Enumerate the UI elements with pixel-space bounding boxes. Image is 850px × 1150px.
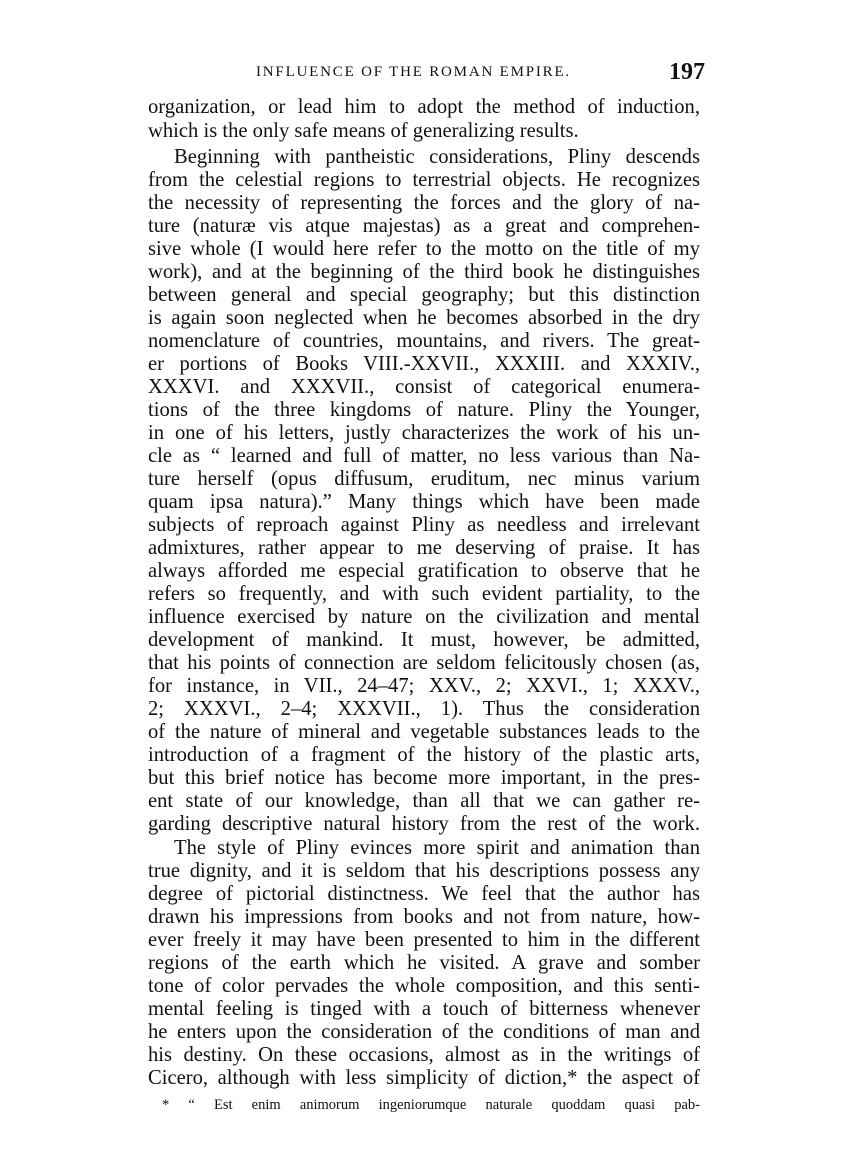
text-line: tions of the three kingdoms of nature. Pliny the Younger, (148, 399, 700, 421)
text-line: true dignity, and it is seldom that his descriptions possess any (148, 860, 700, 882)
text-line: for instance, in VII., 24–47; XXV., 2; XXVI., 1; XXXV., (148, 675, 700, 697)
text-line: in one of his letters, justly characterizes the work of his un- (148, 422, 700, 444)
text-line: always afforded me especial gratification to observe that he (148, 560, 700, 582)
text-line: drawn his impressions from books and not from nature, how- (148, 906, 700, 928)
text-line: degree of pictorial distinctness. We feel that the author has (148, 883, 700, 905)
text-line: The style of Pliny evinces more spirit and animation than (174, 837, 700, 859)
text-line: the necessity of representing the forces and the glory of na- (148, 192, 700, 214)
text-line: that his points of connection are seldom felicitously chosen (as, (148, 652, 700, 674)
text-line: refers so frequently, and with such evident partiality, to the (148, 583, 700, 605)
text-line: nomenclature of countries, mountains, and rivers. The great- (148, 330, 700, 352)
text-line: garding descriptive natural history from the rest of the work. (148, 813, 700, 835)
text-line: but this brief notice has become more important, in the pres- (148, 767, 700, 789)
text-line: work), and at the beginning of the third book he distinguishes (148, 261, 700, 283)
text-line: XXXVI. and XXXVII., consist of categorical enumera- (148, 376, 700, 398)
text-line: ture (naturæ vis atque majestas) as a great and comprehen- (148, 215, 700, 237)
text-line: is again soon neglected when he becomes absorbed in the dry (148, 307, 700, 329)
page-header (150, 60, 705, 90)
text-line: ture herself (opus diffusum, eruditum, nec minus varium (148, 468, 700, 490)
page-number: 197 (669, 59, 705, 85)
text-line: regions of the earth which he visited. A grave and somber (148, 952, 700, 974)
text-line: organization, or lead him to adopt the method of induction, (148, 96, 700, 118)
text-line: tone of color pervades the whole composition, and this senti- (148, 975, 700, 997)
text-line: cle as “ learned and full of matter, no less various than Na- (148, 445, 700, 467)
text-line: Cicero, although with less simplicity of diction,* the aspect of (148, 1067, 700, 1089)
text-line: Beginning with pantheistic considerations, Pliny descends (174, 146, 700, 168)
text-line: between general and special geography; but this distinction (148, 284, 700, 306)
text-line: development of mankind. It must, however, be admitted, (148, 629, 700, 651)
text-line: of the nature of mineral and vegetable substances leads to the (148, 721, 700, 743)
text-line: ever freely it may have been presented to him in the different (148, 929, 700, 951)
text-line: influence exercised by nature on the civilization and mental (148, 606, 700, 628)
text-line: introduction of a fragment of the history of the plastic arts, (148, 744, 700, 766)
text-line: he enters upon the consideration of the conditions of man and (148, 1021, 700, 1043)
text-line: subjects of reproach against Pliny as needless and irrelevant (148, 514, 700, 536)
text-line: which is the only safe means of generalizing results. (148, 120, 579, 142)
text-line: mental feeling is tinged with a touch of bitterness whenever (148, 998, 700, 1020)
text-line: ent state of our knowledge, than all that we can gather re- (148, 790, 700, 812)
footnote: * “ Est enim animorum ingeniorumque naturale quoddam quasi pab- (162, 1097, 700, 1113)
text-line: er portions of Books VIII.-XXVII., XXXIII. and XXXIV., (148, 353, 700, 375)
text-line: admixtures, rather appear to me deserving of praise. It has (148, 537, 700, 559)
running-head: INFLUENCE OF THE ROMAN EMPIRE. (256, 64, 571, 80)
text-line: his destiny. On these occasions, almost as in the writings of (148, 1044, 700, 1066)
text-line: from the celestial regions to terrestrial objects. He recognizes (148, 169, 700, 191)
text-line: sive whole (I would here refer to the motto on the title of my (148, 238, 700, 260)
text-line: quam ipsa natura).” Many things which have been made (148, 491, 700, 513)
text-line: 2; XXXVI., 2–4; XXXVII., 1). Thus the consideration (148, 698, 700, 720)
